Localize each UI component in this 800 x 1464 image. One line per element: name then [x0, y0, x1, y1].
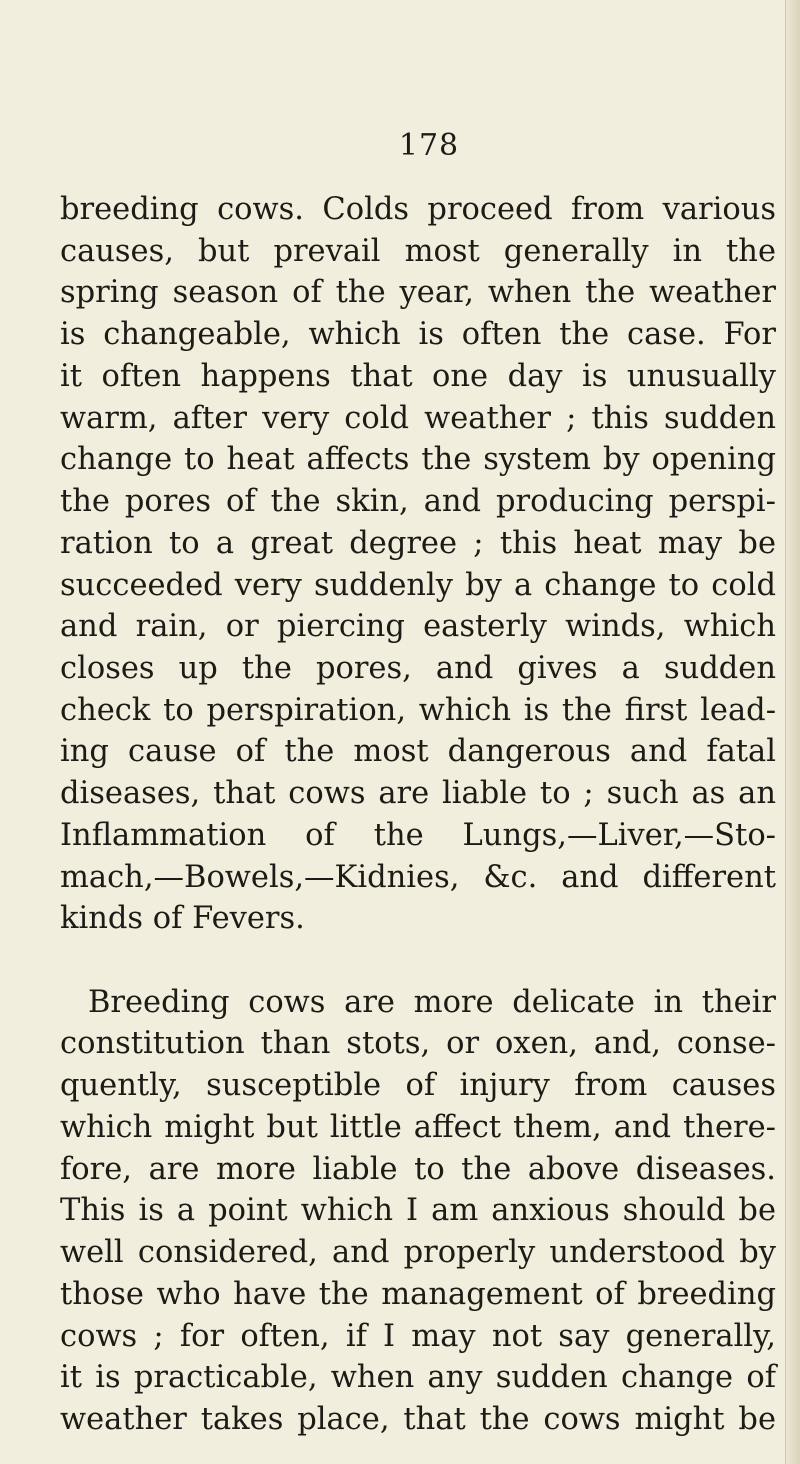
text-line: and rain, or piercing easterly winds, which: [60, 609, 776, 644]
text-line: quently, susceptible of injury from causes: [60, 1068, 776, 1103]
text-line: succeeded very suddenly by a change to cold: [60, 568, 776, 603]
text-line: breeding cows. Colds proceed from various: [60, 192, 776, 227]
text-line: warm, after very cold weather ; this sudden: [60, 401, 776, 436]
text-line: cows ; for often, if I may not say generally,: [60, 1319, 776, 1354]
text-line: weather takes place, that the cows might be: [60, 1402, 776, 1437]
text-line: change to heat affects the system by opening: [60, 442, 776, 477]
text-line: which might but little affect them, and there-: [60, 1110, 776, 1145]
page-edge: [785, 0, 800, 1464]
text-line: check to perspiration, which is the first lead-: [60, 693, 776, 728]
text-line: Breeding cows are more delicate in their: [88, 985, 776, 1020]
text-line: closes up the pores, and gives a sudden: [60, 651, 776, 686]
text-line: fore, are more liable to the above diseases.: [60, 1152, 776, 1187]
text-line: mach,—Bowels,—Kidnies, &c. and different: [60, 860, 776, 895]
text-line: This is a point which I am anxious should be: [60, 1193, 776, 1228]
text-line: kinds of Fevers.: [60, 901, 305, 936]
text-line: ing cause of the most dangerous and fatal: [60, 734, 776, 769]
text-line: it often happens that one day is unusually: [60, 359, 776, 394]
text-line: well considered, and properly understood by: [60, 1235, 776, 1270]
text-line: those who have the management of breeding: [60, 1277, 776, 1312]
text-line: spring season of the year, when the weather: [60, 275, 776, 310]
text-line: constitution than stots, or oxen, and, conse-: [60, 1026, 776, 1061]
text-line: ration to a great degree ; this heat may be: [60, 526, 776, 561]
text-line: is changeable, which is often the case. For: [60, 317, 776, 352]
text-line: Inflammation of the Lungs,—Liver,—Sto-: [60, 818, 776, 853]
text-line: causes, but prevail most generally in the: [60, 234, 776, 269]
text-line: diseases, that cows are liable to ; such as an: [60, 776, 776, 811]
page-number: 178: [398, 128, 460, 163]
text-line: the pores of the skin, and producing perspi-: [60, 484, 776, 519]
text-line: it is practicable, when any sudden change of: [60, 1360, 776, 1395]
